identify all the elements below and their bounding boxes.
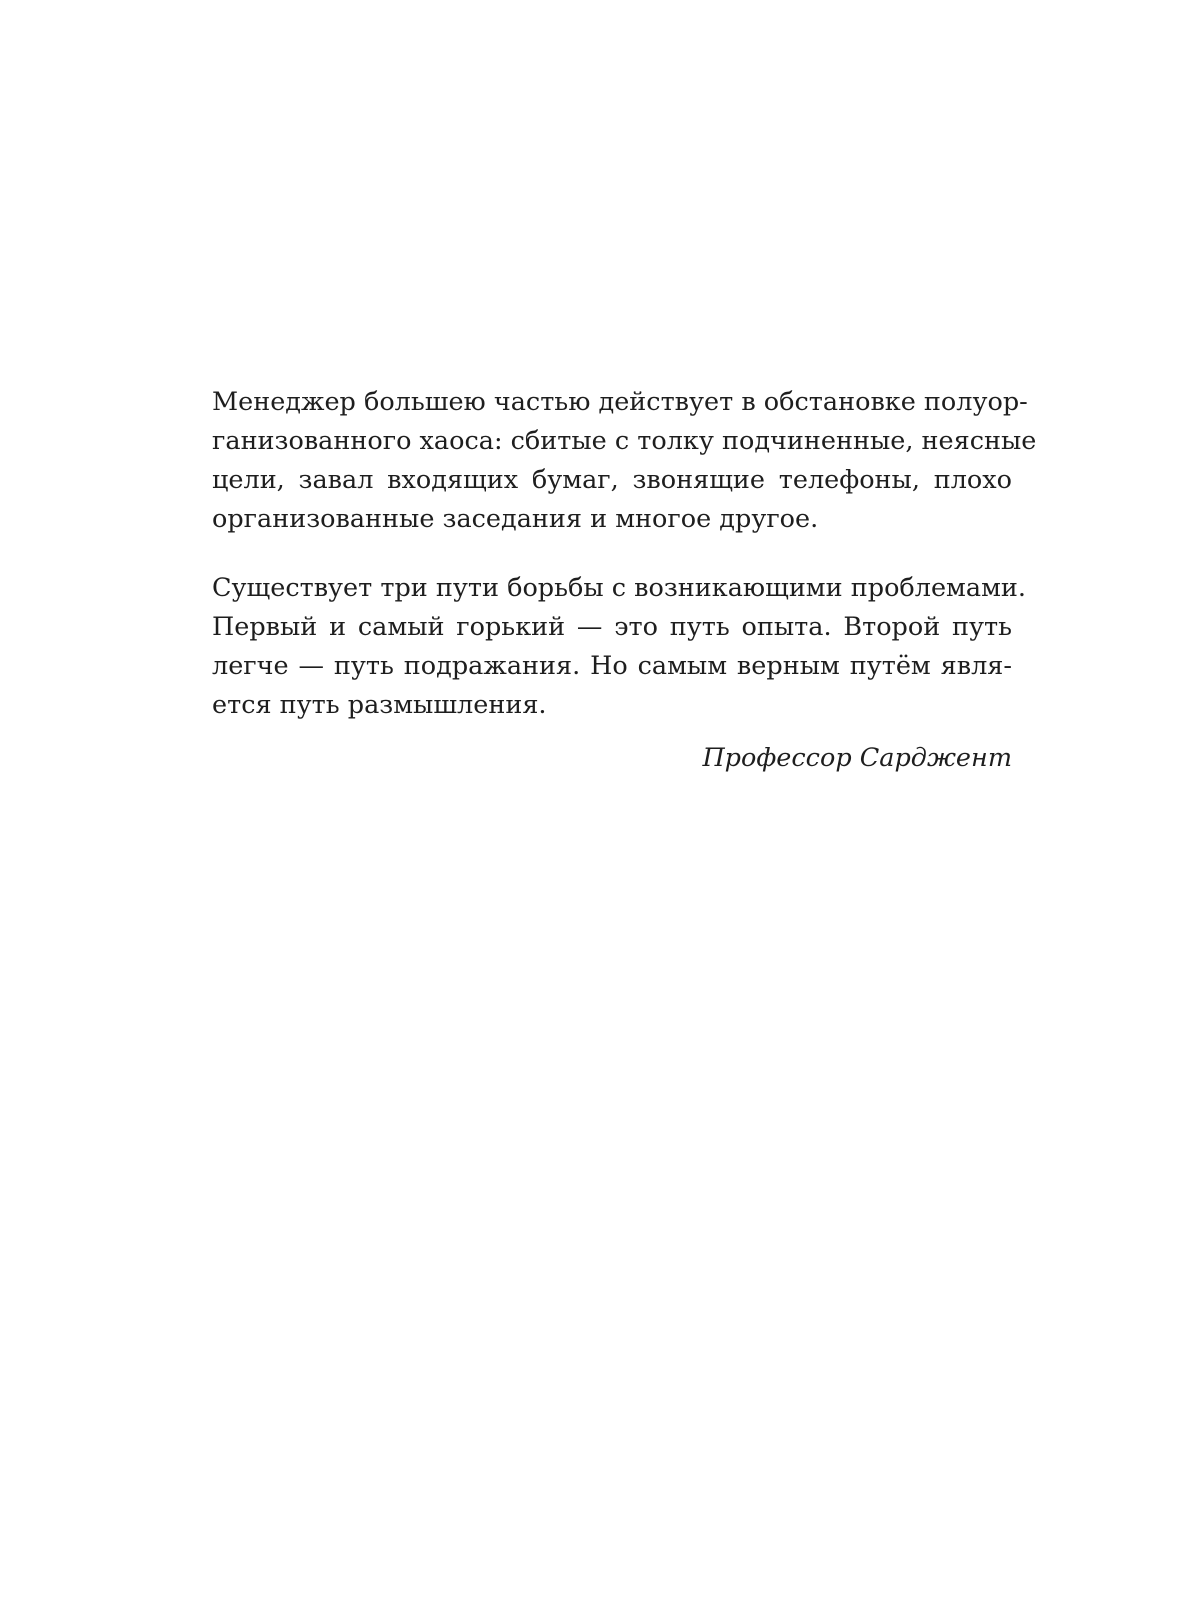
- text-line: организованные заседания и многое другое.: [212, 504, 819, 534]
- text-line: цели, завал входящих бумаг, звонящие телефоны, плохо: [212, 465, 1012, 495]
- text-line: легче — путь подражания. Но самым верным путём явля-: [212, 651, 1012, 681]
- text-line: Существует три пути борьбы с возникающими проблемами.: [212, 573, 1027, 603]
- epigraph: [212, 383, 1037, 778]
- epigraph-attribution: Профессор Сарджент: [702, 743, 1012, 773]
- paragraph-spacer: [212, 539, 1012, 569]
- text-line: ется путь размышления.: [212, 690, 547, 720]
- text-line: ганизованного хаоса: сбитые с толку подчиненные, неясные: [212, 426, 1037, 456]
- epigraph-paragraph: [212, 569, 1027, 725]
- epigraph-paragraph: [212, 383, 1037, 539]
- text-line: Менеджер большею частью действует в обстановке полуор-: [212, 387, 1028, 417]
- text-line: Первый и самый горький — это путь опыта. Второй путь: [212, 612, 1012, 642]
